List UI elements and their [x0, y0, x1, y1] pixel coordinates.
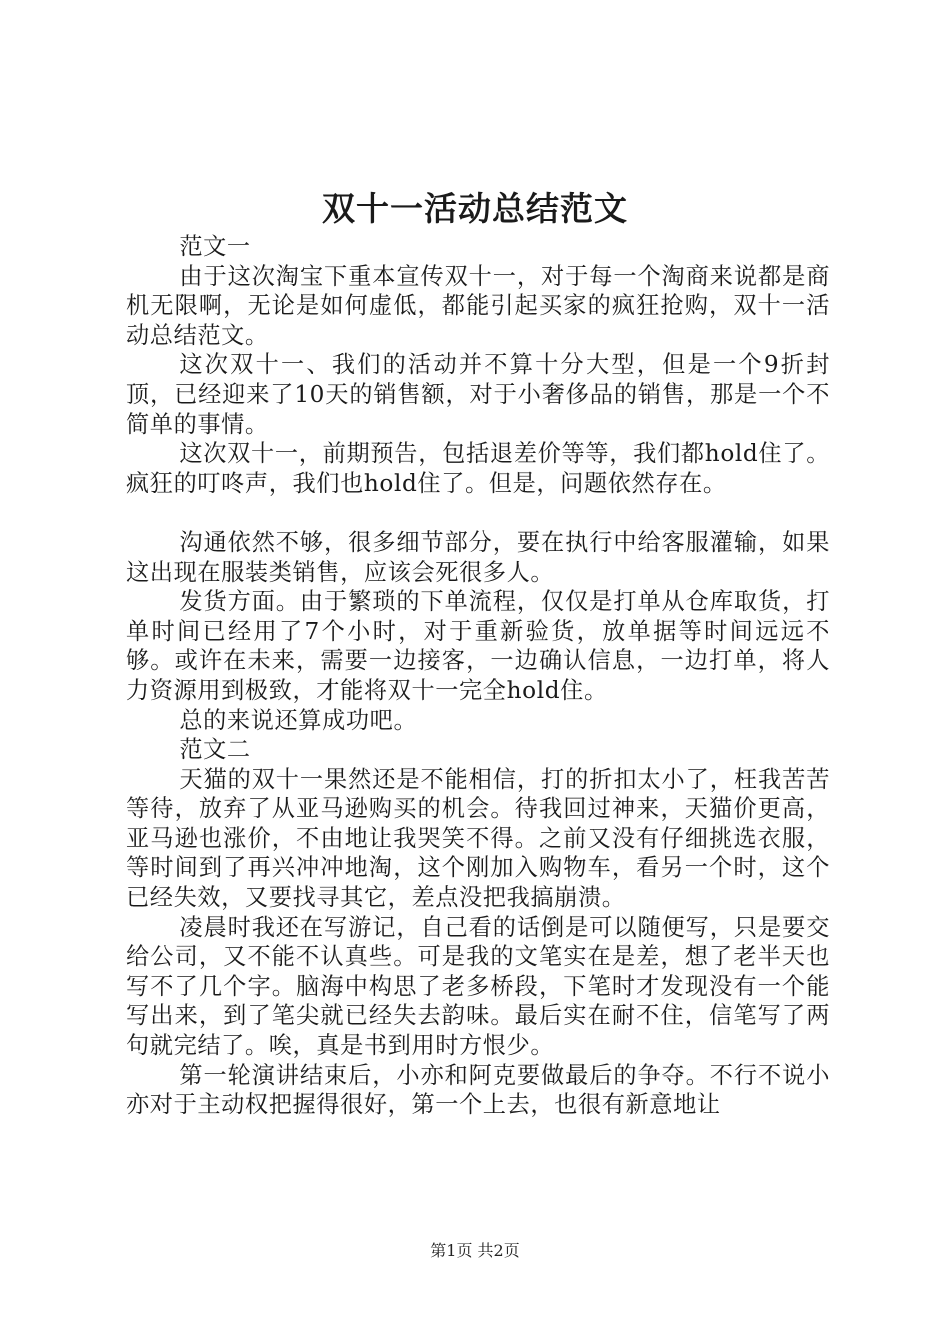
paragraph: 总的来说还算成功吧。	[179, 706, 418, 734]
paragraph: 第一轮演讲结束后，小亦和阿克要做最后的争夺。不行不说小亦对于主动权把握得很好，第一个上去，也很有新意地让	[126, 1061, 830, 1119]
page-number-footer: 第1页 共2页	[430, 1241, 520, 1260]
paragraph: 沟通依然不够，很多细节部分，要在执行中给客服灌输，如果这出现在服装类销售，应该会死很多人。	[126, 528, 830, 586]
document-body	[126, 232, 830, 1120]
paragraph-heading-1: 范文一	[179, 233, 251, 260]
paragraph: 这次双十一，前期预告，包括退差价等等，我们都hold住了。疯狂的叮咚声，我们也hold住了。但是，问题依然存在。	[126, 440, 830, 497]
paragraph: 这次双十一、我们的活动并不算十分大型，但是一个9折封顶，已经迎来了10天的销售额，对于小奢侈品的销售，那是一个不简单的事情。	[126, 351, 830, 438]
document-title: 双十一活动总结范文	[322, 189, 628, 228]
paragraph: 发货方面。由于繁琐的下单流程，仅仅是打单从仓库取货，打单时间已经用了7个小时，对于重新验货，放单据等时间远远不够。或许在未来，需要一边接客，一边确认信息，一边打单，将人力资源用到极致，才能将双十一完全hold住。	[126, 588, 830, 704]
paragraph: 凌晨时我还在写游记，自己看的话倒是可以随便写，只是要交给公司，又不能不认真些。可是我的文笔实在是差，想了老半天也写不了几个字。脑海中构思了老多桥段，下笔时才发现没有一个能写出来，到了笔尖就已经失去韵味。最后实在耐不住，信笔写了两句就完结了。唉，真是书到用时方恨少。	[126, 913, 830, 1060]
paragraph-heading-2: 范文二	[179, 736, 251, 764]
paragraph: 由于这次淘宝下重本宣传双十一，对于每一个淘商来说都是商机无限啊，无论是如何虚低，都能引起买家的疯狂抢购，双十一活动总结范文。	[126, 262, 830, 349]
paragraph: 天猫的双十一果然还是不能相信，打的折扣太小了，枉我苦苦等待，放弃了从亚马逊购买的机会。待我回过神来，天猫价更高，亚马逊也涨价，不由地让我哭笑不得。之前又没有仔细挑选衣服，等时间到了再兴冲冲地淘，这个刚加入购物车，看另一个时，这个已经失效，又要找寻其它，差点没把我搞崩溃。	[126, 765, 830, 912]
